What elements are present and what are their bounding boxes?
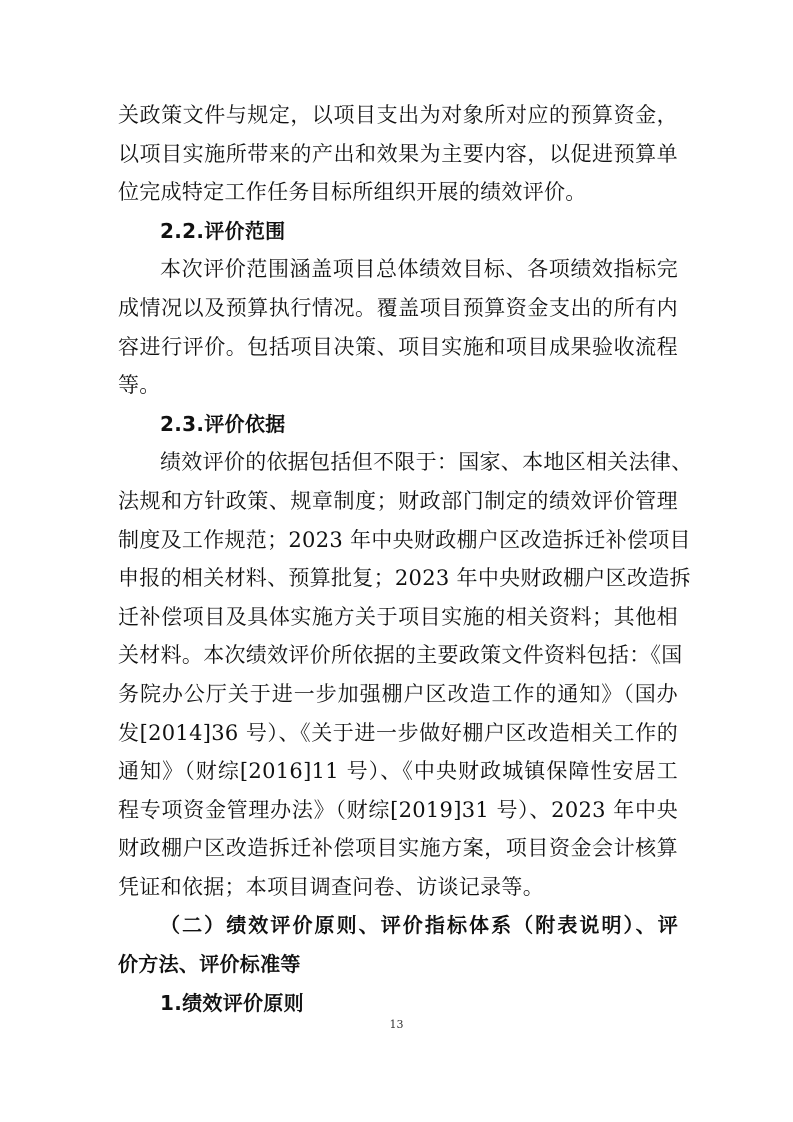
- paragraph-line: 等。: [118, 373, 161, 398]
- paragraph-line: 财政棚户区改造拆迁补偿项目实施方案，项目资金会计核算: [118, 836, 678, 861]
- page-number: 13: [389, 1018, 404, 1031]
- paragraph-line: 迁补偿项目及具体实施方关于项目实施的相关资料；其他相: [118, 604, 678, 629]
- section-heading-2-3: 2.3.评价依据: [160, 411, 286, 436]
- section-heading-2-2: 2.2.评价范围: [160, 218, 286, 243]
- paragraph-line: 发[2014]36 号）、《关于进一步做好棚户区改造相关工作的: [118, 720, 678, 745]
- paragraph-line: 凭证和依据；本项目调查问卷、访谈记录等。: [118, 874, 544, 899]
- paragraph-line: 成情况以及预算执行情况。覆盖项目预算资金支出的所有内: [118, 295, 678, 320]
- paragraph-line: 程专项资金管理办法》（财综[2019]31 号）、2023 年中央: [118, 797, 678, 822]
- paragraph-line: 绩效评价的依据包括但不限于：国家、本地区相关法律、: [160, 450, 693, 475]
- paragraph-line: 位完成特定工作任务目标所组织开展的绩效评价。: [118, 180, 587, 205]
- paragraph-line: 法规和方针政策、规章制度；财政部门制定的绩效评价管理: [118, 488, 678, 513]
- paragraph-line: 容进行评价。包括项目决策、项目实施和项目成果验收流程: [118, 334, 678, 359]
- paragraph-line: 务院办公厅关于进一步加强棚户区改造工作的通知》（国办: [118, 681, 678, 706]
- paragraph-line: 关政策文件与规定，以项目支出为对象所对应的预算资金，: [118, 103, 678, 127]
- paragraph-line: 通知》（财综[2016]11 号）、《中央财政城镇保障性安居工: [118, 759, 678, 784]
- paragraph-line: 申报的相关材料、预算批复；2023 年中央财政棚户区改造拆: [118, 566, 691, 591]
- paragraph-line: 本次评价范围涵盖项目总体绩效目标、各项绩效指标完: [160, 257, 678, 282]
- paragraph-line: 关材料。本次绩效评价所依据的主要政策文件资料包括：《国: [118, 643, 683, 668]
- subsection-heading-1: 1.绩效评价原则: [160, 990, 304, 1015]
- section-heading-2-continued: 价方法、评价标准等: [118, 952, 301, 977]
- paragraph-line: 制度及工作规范；2023 年中央财政棚户区改造拆迁补偿项目: [118, 527, 691, 552]
- document-body: [118, 96, 693, 1022]
- paragraph-line: 以项目实施所带来的产出和效果为主要内容，以促进预算单: [118, 141, 678, 166]
- section-heading-2: （二）绩效评价原则、评价指标体系（附表说明）、评: [160, 913, 678, 938]
